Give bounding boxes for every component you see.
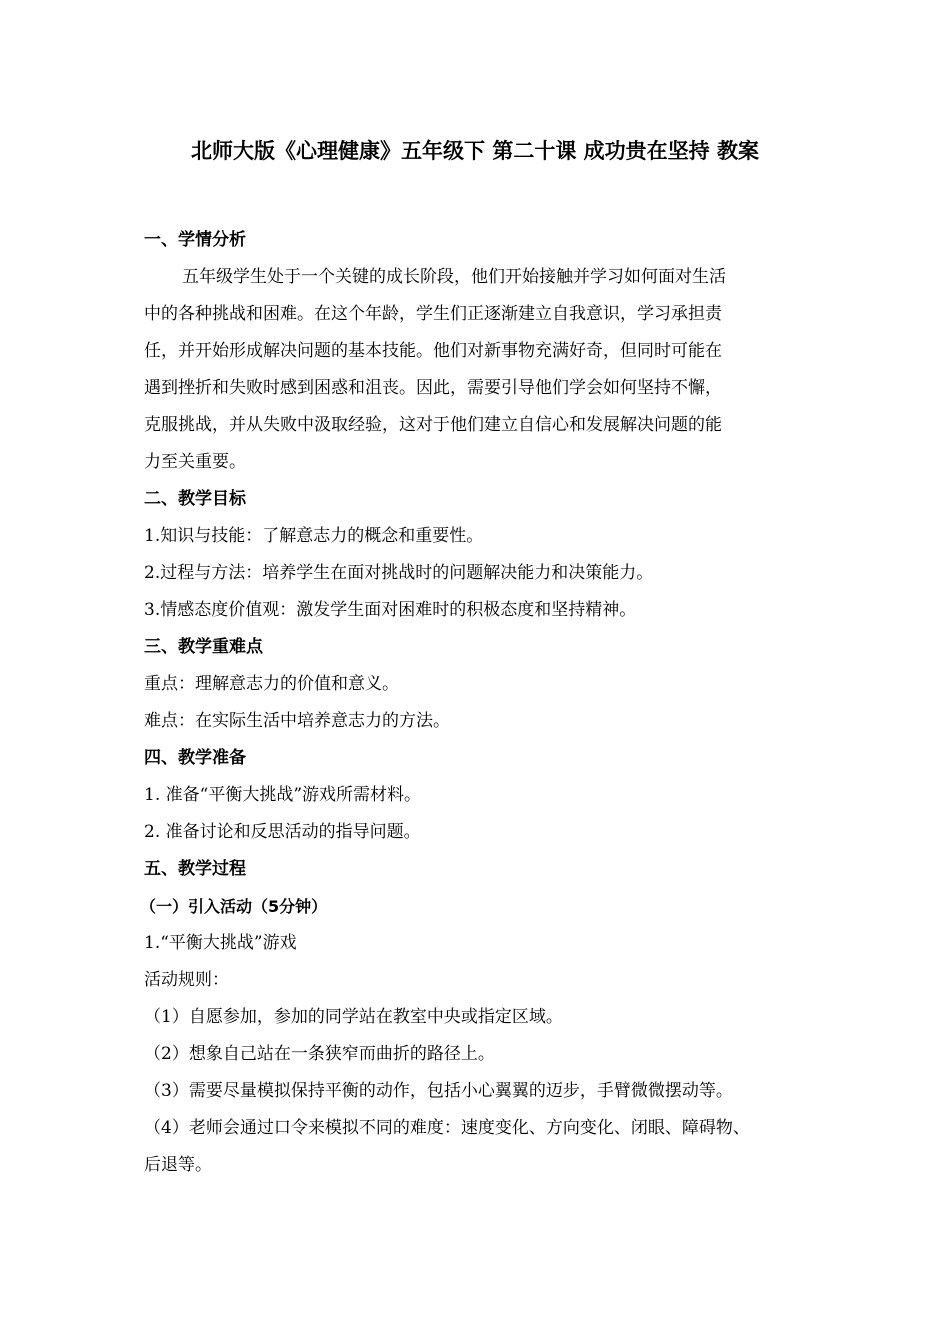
difficulty-item: 难点：在实际生活中培养意志力的方法。	[144, 711, 450, 731]
rule-item: （2）想象自己站在一条狭窄而曲折的路径上。	[144, 1044, 495, 1064]
objective-item: 1.知识与技能：了解意志力的概念和重要性。	[144, 526, 484, 546]
preparation-item: 1. 准备“平衡大挑战”游戏所需材料。	[144, 785, 422, 805]
key-point-item: 重点：理解意志力的价值和意义。	[144, 674, 399, 694]
paragraph-line: 五年级学生处于一个关键的成长阶段，他们开始接触并学习如何面对生活	[182, 267, 726, 287]
rule-item: （3）需要尽量模拟保持平衡的动作，包括小心翼翼的迈步，手臂微微摆动等。	[144, 1081, 733, 1101]
activity-title: 1.“平衡大挑战”游戏	[144, 933, 297, 953]
objective-item: 3.情感态度价值观：激发学生面对困难时的积极态度和坚持精神。	[144, 600, 637, 620]
section-heading-preparation: 四、教学准备	[144, 748, 246, 768]
process-subheading: （一）引入活动（5分钟）	[140, 897, 328, 916]
section-heading-analysis: 一、学情分析	[144, 230, 246, 250]
rules-label: 活动规则：	[144, 970, 229, 990]
rule-item: （1）自愿参加，参加的同学站在教室中央或指定区域。	[144, 1007, 563, 1027]
objective-item: 2.过程与方法：培养学生在面对挑战时的问题解决能力和决策能力。	[144, 563, 654, 583]
document-body	[140, 222, 809, 1184]
paragraph-line: 遇到挫折和失败时感到困惑和沮丧。因此，需要引导他们学会如何坚持不懈，	[144, 378, 722, 398]
paragraph-line: 中的各种挑战和困难。在这个年龄，学生们正逐渐建立自我意识，学习承担责	[144, 304, 722, 324]
preparation-item: 2. 准备讨论和反思活动的指导问题。	[144, 822, 421, 842]
rule-item: （4）老师会通过口令来模拟不同的难度：速度变化、方向变化、闭眼、障碍物、	[144, 1118, 750, 1138]
paragraph-line: 克服挑战，并从失败中汲取经验，这对于他们建立自信心和发展解决问题的能	[144, 415, 722, 435]
section-heading-process: 五、教学过程	[144, 859, 246, 879]
rule-item: 后退等。	[144, 1155, 212, 1175]
paragraph-line: 任，并开始形成解决问题的基本技能。他们对新事物充满好奇，但同时可能在	[144, 341, 722, 361]
analysis-paragraph	[144, 259, 796, 481]
paragraph-line: 力至关重要。	[144, 452, 246, 472]
section-heading-objectives: 二、教学目标	[144, 489, 246, 509]
section-heading-key-points: 三、教学重难点	[144, 637, 263, 657]
document-title: 北师大版《心理健康》五年级下 第二十课 成功贵在坚持 教案	[191, 139, 759, 163]
